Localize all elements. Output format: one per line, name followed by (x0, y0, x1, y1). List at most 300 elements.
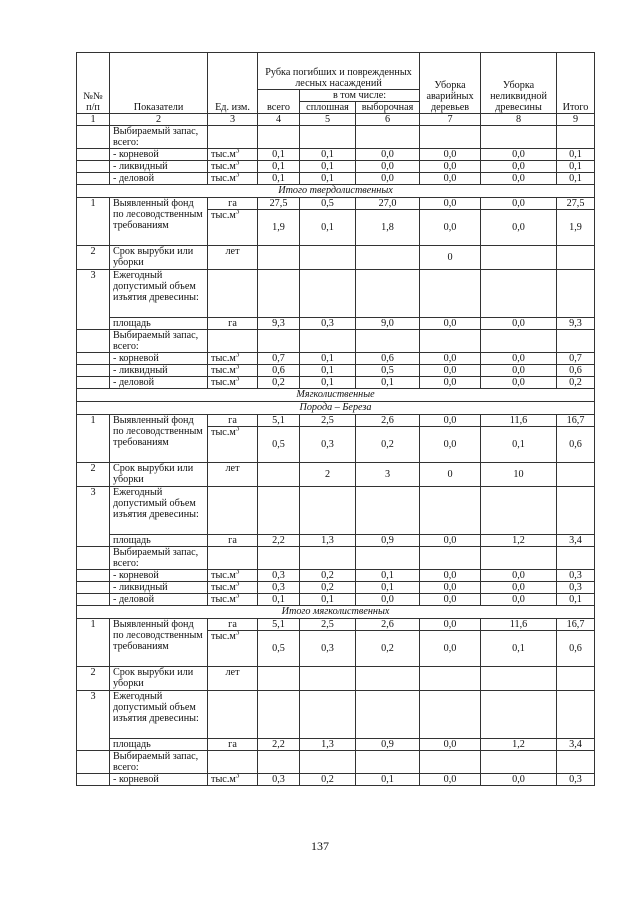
value-cell: 16,7 (557, 619, 595, 631)
empty-cell (300, 547, 356, 570)
page-number: 137 (311, 839, 329, 853)
value-cell: 0,0 (481, 149, 557, 161)
value-cell: 0,0 (420, 149, 481, 161)
column-number-3: 3 (208, 114, 258, 126)
unit-cell (208, 126, 258, 149)
value-cell: 0,1 (258, 161, 300, 173)
num-cell (77, 570, 110, 582)
empty-cell (481, 547, 557, 570)
unit-text: тыс.м (211, 594, 236, 605)
unit-cell (208, 547, 258, 570)
indicator-cell: Выбираемый запас, всего: (110, 547, 208, 570)
value-cell: 1,8 (356, 210, 420, 246)
num-cell: 3 (77, 270, 110, 330)
value-cell: 0,1 (300, 210, 356, 246)
value-cell: 0,0 (356, 149, 420, 161)
empty-cell (557, 691, 595, 739)
unit-cell (208, 353, 258, 365)
empty-cell (356, 330, 420, 353)
value-cell: 27,0 (356, 198, 420, 210)
unit-cell (208, 173, 258, 185)
table-row (77, 582, 595, 594)
num-cell (77, 774, 110, 786)
num-cell (77, 365, 110, 377)
value-cell: 0,0 (481, 318, 557, 330)
header-selective: выборочная (356, 102, 420, 114)
unit-cell: лет (208, 463, 258, 487)
empty-cell (300, 126, 356, 149)
value-cell: 0,0 (420, 631, 481, 667)
header-nonliquid: Уборка неликвидной древесины (481, 53, 557, 114)
empty-cell (356, 487, 420, 535)
unit-cell (208, 631, 258, 667)
indicator-cell: - корневой (110, 774, 208, 786)
value-cell (557, 667, 595, 691)
num-cell (77, 149, 110, 161)
indicator-cell: Выбираемый запас, всего: (110, 751, 208, 774)
table-row (77, 149, 595, 161)
empty-cell (481, 330, 557, 353)
value-cell: 0,1 (258, 594, 300, 606)
unit-superscript: 3 (235, 630, 240, 637)
num-cell: 3 (77, 487, 110, 547)
value-cell: 0,6 (557, 427, 595, 463)
value-cell (557, 463, 595, 487)
unit-text: тыс.м (211, 353, 236, 364)
unit-superscript: 3 (235, 581, 240, 588)
indicator-cell: - ликвидный (110, 582, 208, 594)
value-cell: 2,5 (300, 415, 356, 427)
value-cell: 27,5 (258, 198, 300, 210)
value-cell: 0,0 (481, 353, 557, 365)
header-clear: сплошная (300, 102, 356, 114)
value-cell: 0,1 (258, 149, 300, 161)
value-cell: 0,0 (420, 318, 481, 330)
unit-cell: лет (208, 667, 258, 691)
header-felling: Рубка погибших и поврежденных лесных насаждений (258, 53, 420, 90)
table-row (77, 270, 595, 318)
value-cell: 0,3 (300, 427, 356, 463)
value-cell: 0,2 (356, 631, 420, 667)
value-cell: 0,2 (300, 774, 356, 786)
indicator-cell: площадь (110, 535, 208, 547)
empty-cell (258, 691, 300, 739)
value-cell (481, 667, 557, 691)
column-number-9: 9 (557, 114, 595, 126)
unit-cell (208, 570, 258, 582)
section-title: Итого мягколиственных (77, 606, 595, 619)
value-cell: 0,0 (420, 415, 481, 427)
value-cell: 3 (356, 463, 420, 487)
value-cell: 0,1 (300, 377, 356, 389)
value-cell: 0,0 (420, 198, 481, 210)
indicator-cell: Выбираемый запас, всего: (110, 126, 208, 149)
table-row (77, 365, 595, 377)
empty-cell (481, 270, 557, 318)
value-cell: 1,3 (300, 739, 356, 751)
value-cell: 0,1 (300, 173, 356, 185)
value-cell: 0,0 (420, 619, 481, 631)
table-row (77, 198, 595, 210)
indicator-cell: Ежегодный допустимый объем изъятия древесины: (110, 487, 208, 535)
value-cell: 0,1 (557, 173, 595, 185)
table-row (77, 161, 595, 173)
value-cell: 2,6 (356, 415, 420, 427)
num-cell: 1 (77, 619, 110, 667)
unit-text: тыс.м (211, 161, 236, 172)
empty-cell (356, 126, 420, 149)
num-cell: 3 (77, 691, 110, 751)
value-cell (258, 246, 300, 270)
num-cell (77, 751, 110, 774)
num-cell: 1 (77, 198, 110, 246)
value-cell: 0,7 (258, 353, 300, 365)
indicator-cell: - ликвидный (110, 161, 208, 173)
num-cell (77, 173, 110, 185)
indicator-cell: Выявленный фонд по лесоводственным требованиям (110, 619, 208, 667)
unit-cell (208, 270, 258, 318)
value-cell: 0,3 (258, 570, 300, 582)
unit-cell (208, 774, 258, 786)
value-cell: 0,2 (300, 570, 356, 582)
value-cell: 16,7 (557, 415, 595, 427)
num-cell (77, 330, 110, 353)
value-cell: 0,0 (420, 570, 481, 582)
value-cell: 0,1 (356, 377, 420, 389)
value-cell: 0,0 (481, 582, 557, 594)
empty-cell (258, 487, 300, 535)
value-cell: 0,9 (356, 535, 420, 547)
value-cell: 3,4 (557, 535, 595, 547)
header-num: №№ п/п (77, 53, 110, 114)
indicator-cell: Срок вырубки или уборки (110, 463, 208, 487)
value-cell: 0,0 (420, 774, 481, 786)
table-row (77, 570, 595, 582)
empty-cell (481, 126, 557, 149)
header-total: всего (258, 90, 300, 114)
value-cell: 0,3 (557, 582, 595, 594)
empty-cell (300, 751, 356, 774)
value-cell: 0,1 (356, 582, 420, 594)
num-cell (77, 353, 110, 365)
empty-cell (420, 270, 481, 318)
empty-cell (258, 751, 300, 774)
document-table-wrapper (76, 52, 594, 786)
table-row (77, 173, 595, 185)
value-cell: 1,3 (300, 535, 356, 547)
value-cell: 0,1 (300, 594, 356, 606)
value-cell: 0,0 (481, 570, 557, 582)
table-row (77, 606, 595, 619)
num-cell: 2 (77, 463, 110, 487)
header-indicators: Показатели (110, 53, 208, 114)
table-row (77, 774, 595, 786)
unit-cell: га (208, 318, 258, 330)
empty-cell (557, 270, 595, 318)
value-cell: 0,0 (420, 161, 481, 173)
indicator-cell: - деловой (110, 173, 208, 185)
unit-superscript: 3 (235, 172, 240, 179)
value-cell: 0,0 (481, 161, 557, 173)
empty-cell (258, 330, 300, 353)
unit-text: тыс.м (211, 149, 236, 160)
value-cell: 0,3 (258, 582, 300, 594)
table-row (77, 487, 595, 535)
value-cell (356, 667, 420, 691)
num-cell: 2 (77, 246, 110, 270)
value-cell: 9,0 (356, 318, 420, 330)
unit-cell: га (208, 415, 258, 427)
empty-cell (300, 487, 356, 535)
value-cell: 2 (300, 463, 356, 487)
unit-superscript: 3 (235, 593, 240, 600)
empty-cell (356, 270, 420, 318)
value-cell: 0 (420, 246, 481, 270)
value-cell (258, 667, 300, 691)
unit-superscript: 3 (235, 364, 240, 371)
value-cell (300, 246, 356, 270)
empty-cell (557, 330, 595, 353)
unit-text: тыс.м (211, 570, 236, 581)
unit-cell (208, 427, 258, 463)
value-cell: 0,3 (300, 318, 356, 330)
value-cell: 1,2 (481, 535, 557, 547)
empty-cell (258, 270, 300, 318)
value-cell (300, 667, 356, 691)
value-cell: 0,0 (481, 774, 557, 786)
empty-cell (420, 751, 481, 774)
unit-text: тыс.м (211, 774, 236, 785)
empty-cell (356, 691, 420, 739)
value-cell: 0,1 (481, 631, 557, 667)
value-cell: 11,6 (481, 415, 557, 427)
table-row (77, 126, 595, 149)
value-cell: 0,6 (557, 365, 595, 377)
unit-text: тыс.м (211, 173, 236, 184)
value-cell: 27,5 (557, 198, 595, 210)
table-row (77, 318, 595, 330)
empty-cell (300, 270, 356, 318)
num-cell: 1 (77, 415, 110, 463)
table-row (77, 535, 595, 547)
section-title: Итого твердолиственных (77, 185, 595, 198)
unit-text: тыс.м (211, 210, 236, 221)
value-cell (557, 246, 595, 270)
value-cell: 5,1 (258, 415, 300, 427)
value-cell: 0,2 (300, 582, 356, 594)
unit-cell (208, 691, 258, 739)
value-cell: 0,6 (557, 631, 595, 667)
value-cell: 0,2 (258, 377, 300, 389)
table-row (77, 463, 595, 487)
value-cell: 2,2 (258, 535, 300, 547)
empty-cell (300, 691, 356, 739)
indicator-cell: площадь (110, 739, 208, 751)
unit-text: тыс.м (211, 377, 236, 388)
value-cell (420, 667, 481, 691)
value-cell: 2,5 (300, 619, 356, 631)
table-row (77, 667, 595, 691)
indicator-cell: Выявленный фонд по лесоводственным требованиям (110, 198, 208, 246)
value-cell: 0,0 (420, 353, 481, 365)
unit-cell (208, 365, 258, 377)
value-cell: 0,5 (258, 427, 300, 463)
value-cell: 3,4 (557, 739, 595, 751)
value-cell: 0,5 (356, 365, 420, 377)
table-row (77, 353, 595, 365)
value-cell: 0,0 (420, 582, 481, 594)
value-cell: 0,3 (300, 631, 356, 667)
unit-superscript: 3 (235, 426, 240, 433)
unit-text: тыс.м (211, 427, 236, 438)
value-cell: 0,6 (356, 353, 420, 365)
column-number-2: 2 (110, 114, 208, 126)
value-cell: 0,3 (557, 774, 595, 786)
value-cell (356, 246, 420, 270)
unit-text: тыс.м (211, 631, 236, 642)
table-row (77, 691, 595, 739)
table-body (77, 126, 595, 786)
value-cell: 0,0 (420, 535, 481, 547)
empty-cell (258, 126, 300, 149)
value-cell: 9,3 (557, 318, 595, 330)
value-cell: 0,0 (420, 377, 481, 389)
value-cell: 0,0 (420, 739, 481, 751)
table-row (77, 389, 595, 402)
unit-superscript: 3 (235, 569, 240, 576)
value-cell: 0,0 (481, 377, 557, 389)
table-row (77, 330, 595, 353)
table-row (77, 185, 595, 198)
value-cell: 0,9 (356, 739, 420, 751)
value-cell: 1,9 (258, 210, 300, 246)
value-cell: 0,1 (557, 149, 595, 161)
value-cell: 0,3 (258, 774, 300, 786)
indicator-cell: - деловой (110, 594, 208, 606)
table-row (77, 594, 595, 606)
value-cell: 2,6 (356, 619, 420, 631)
num-cell: 2 (77, 667, 110, 691)
value-cell: 1,9 (557, 210, 595, 246)
value-cell: 0,0 (420, 210, 481, 246)
empty-cell (420, 487, 481, 535)
value-cell: 0,0 (481, 365, 557, 377)
value-cell: 0,1 (300, 353, 356, 365)
unit-cell (208, 161, 258, 173)
empty-cell (481, 751, 557, 774)
section-title: Порода – Береза (77, 402, 595, 415)
value-cell: 0,1 (356, 570, 420, 582)
value-cell: 0,1 (356, 774, 420, 786)
value-cell: 1,2 (481, 739, 557, 751)
column-number-8: 8 (481, 114, 557, 126)
column-number-5: 5 (300, 114, 356, 126)
table-row (77, 415, 595, 427)
value-cell: 0,3 (557, 570, 595, 582)
value-cell: 2,2 (258, 739, 300, 751)
table-row (77, 619, 595, 631)
unit-cell (208, 330, 258, 353)
num-cell (77, 126, 110, 149)
value-cell: 11,6 (481, 619, 557, 631)
unit-superscript: 3 (235, 352, 240, 359)
value-cell: 0,1 (300, 161, 356, 173)
empty-cell (481, 487, 557, 535)
unit-cell: га (208, 535, 258, 547)
unit-superscript: 3 (235, 148, 240, 155)
value-cell: 0,1 (300, 149, 356, 161)
empty-cell (420, 330, 481, 353)
empty-cell (420, 126, 481, 149)
unit-cell: га (208, 619, 258, 631)
column-number-1: 1 (77, 114, 110, 126)
num-cell (77, 594, 110, 606)
value-cell: 0,0 (356, 161, 420, 173)
value-cell: 5,1 (258, 619, 300, 631)
indicator-cell: Срок вырубки или уборки (110, 667, 208, 691)
header-unit: Ед. изм. (208, 53, 258, 114)
forest-felling-table (76, 52, 595, 786)
value-cell: 0,1 (481, 427, 557, 463)
table-row (77, 547, 595, 570)
indicator-cell: Ежегодный допустимый объем изъятия древесины: (110, 691, 208, 739)
empty-cell (420, 547, 481, 570)
header-itogo: Итого (557, 53, 595, 114)
num-cell (77, 547, 110, 570)
value-cell: 0,0 (356, 594, 420, 606)
table-row (77, 739, 595, 751)
empty-cell (258, 547, 300, 570)
empty-cell (300, 330, 356, 353)
value-cell: 0,1 (557, 594, 595, 606)
column-numbers-row (77, 114, 595, 126)
unit-cell (208, 210, 258, 246)
unit-cell (208, 149, 258, 161)
empty-cell (557, 487, 595, 535)
empty-cell (356, 547, 420, 570)
column-number-4: 4 (258, 114, 300, 126)
unit-cell (208, 377, 258, 389)
unit-cell (208, 487, 258, 535)
num-cell (77, 582, 110, 594)
empty-cell (481, 691, 557, 739)
indicator-cell: - корневой (110, 149, 208, 161)
indicator-cell: Срок вырубки или уборки (110, 246, 208, 270)
value-cell: 0,0 (420, 173, 481, 185)
unit-superscript: 3 (235, 209, 240, 216)
value-cell: 0,2 (557, 377, 595, 389)
indicator-cell: - корневой (110, 353, 208, 365)
value-cell: 9,3 (258, 318, 300, 330)
value-cell: 0,1 (258, 173, 300, 185)
num-cell (77, 377, 110, 389)
empty-cell (557, 126, 595, 149)
empty-cell (420, 691, 481, 739)
unit-cell: га (208, 739, 258, 751)
value-cell: 0,0 (356, 173, 420, 185)
table-row (77, 402, 595, 415)
value-cell: 0,5 (258, 631, 300, 667)
unit-text: тыс.м (211, 582, 236, 593)
table-row (77, 751, 595, 774)
indicator-cell: - ликвидный (110, 365, 208, 377)
value-cell: 0,0 (481, 173, 557, 185)
unit-superscript: 3 (235, 160, 240, 167)
header-including: в том числе: (300, 90, 420, 102)
unit-superscript: 3 (235, 376, 240, 383)
value-cell: 0,7 (557, 353, 595, 365)
empty-cell (557, 751, 595, 774)
